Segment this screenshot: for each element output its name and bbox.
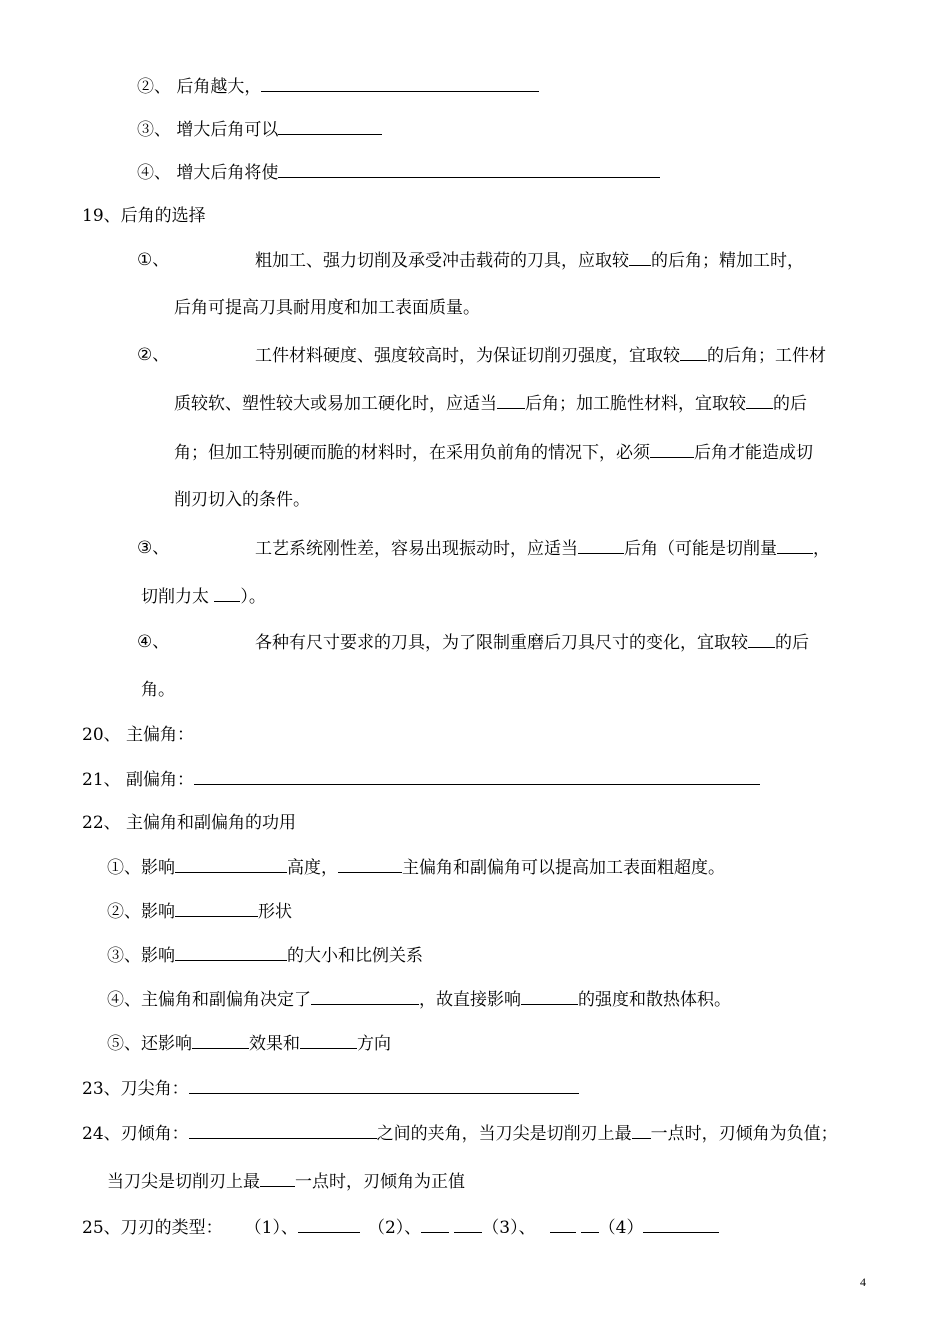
page-number: 4 bbox=[860, 1275, 866, 1289]
q22-item-2: ②、影响 形状 bbox=[107, 902, 292, 922]
q22-item-3: ③、影响 的大小和比例关系 bbox=[107, 946, 423, 966]
q19-item-4-text: 各种有尺寸要求的刀具，为了限制重磨后刀具尺寸的变化，宜取较 的后 bbox=[255, 633, 809, 653]
q22-item-4: ④、主偏角和副偏角决定了 ，故直接影响 的强度和散热体积。 bbox=[107, 990, 731, 1010]
q23-tool-point-angle: 23、刀尖角： bbox=[82, 1078, 579, 1098]
q25-edge-types: 25、刀刃的类型： （1）、 （2）、 （3）、 （4） bbox=[82, 1217, 719, 1237]
q19-item-3-cont: 切削力太 ）。 bbox=[141, 587, 266, 607]
answer-blank[interactable] bbox=[578, 538, 624, 554]
q19-item-1-cont: 后角可提高刀具耐用度和加工表面质量。 bbox=[174, 298, 480, 318]
q20-main-cutting-edge-angle: 20、 主偏角： bbox=[82, 725, 195, 745]
q21-minor-cutting-edge-angle: 21、 副偏角： bbox=[82, 769, 760, 789]
answer-blank[interactable] bbox=[632, 1123, 651, 1139]
answer-blank[interactable] bbox=[214, 586, 240, 602]
answer-blank[interactable] bbox=[680, 345, 707, 361]
answer-blank[interactable] bbox=[746, 393, 773, 409]
q19-item-2-text: 工件材料硬度、强度较高时，为保证切削刃强度，宜取较 的后角；工件材 bbox=[255, 346, 826, 366]
q22-item-5: ⑤、还影响 效果和 方向 bbox=[107, 1034, 391, 1054]
answer-blank[interactable] bbox=[748, 632, 775, 648]
q24-inclination-angle: 24、刃倾角： 之间的夹角，当刀尖是切削刃上最 一点时，刃倾角为负值； bbox=[82, 1124, 838, 1144]
answer-blank[interactable] bbox=[189, 1123, 377, 1139]
answer-blank[interactable] bbox=[550, 1217, 576, 1233]
answer-blank[interactable] bbox=[189, 1078, 579, 1094]
answer-blank[interactable] bbox=[497, 393, 525, 409]
answer-blank[interactable] bbox=[338, 857, 402, 873]
q19-item-1-text: 粗加工、强力切削及承受冲击载荷的刀具，应取较 的后角；精加工时， bbox=[255, 251, 804, 271]
answer-blank[interactable] bbox=[629, 250, 651, 266]
q22-item-1: ①、影响 高度， 主偏角和副偏角可以提高加工表面粗超度。 bbox=[107, 858, 725, 878]
answer-blank[interactable] bbox=[175, 901, 258, 917]
answer-blank[interactable] bbox=[298, 1217, 360, 1233]
q19-item-3-marker: ③、 bbox=[137, 538, 170, 558]
answer-blank[interactable] bbox=[194, 769, 760, 785]
q19-item-4-marker: ④、 bbox=[137, 632, 170, 652]
answer-blank[interactable] bbox=[175, 945, 287, 961]
q19-heading: 19、后角的选择 bbox=[82, 206, 206, 226]
line-3-increase-rear-angle: ③、 增大后角可以 bbox=[137, 119, 382, 139]
q19-item-2-cont-2: 角；但加工特别硬而脆的材料时，在采用负前角的情况下，必须 后角才能造成切 bbox=[174, 443, 813, 463]
q19-item-1-marker: ①、 bbox=[137, 250, 170, 270]
q24-cont: 当刀尖是切削刃上最 一点时，刃倾角为正值 bbox=[107, 1172, 465, 1192]
answer-blank[interactable] bbox=[521, 989, 578, 1005]
answer-blank[interactable] bbox=[175, 857, 287, 873]
answer-blank[interactable] bbox=[260, 1171, 295, 1187]
answer-blank[interactable] bbox=[261, 76, 539, 92]
q19-item-3-text: 工艺系统刚性差，容易出现振动时，应适当 后角（可能是切削量 ， bbox=[255, 539, 830, 559]
answer-blank[interactable] bbox=[192, 1033, 249, 1049]
answer-blank[interactable] bbox=[650, 442, 694, 458]
answer-blank[interactable] bbox=[421, 1217, 449, 1233]
answer-blank[interactable] bbox=[454, 1217, 482, 1233]
answer-blank[interactable] bbox=[311, 989, 419, 1005]
q19-item-4-cont: 角。 bbox=[141, 680, 175, 700]
q22-heading: 22、 主偏角和副偏角的功用 bbox=[82, 813, 297, 833]
answer-blank[interactable] bbox=[643, 1217, 719, 1233]
q19-item-2-cont-1: 质较软、塑性较大或易加工硬化时，应适当 后角；加工脆性材料，宜取较 的后 bbox=[174, 394, 807, 414]
line-2-rear-angle-larger: ②、 后角越大， bbox=[137, 76, 539, 96]
q19-item-2-marker: ②、 bbox=[137, 345, 170, 365]
answer-blank[interactable] bbox=[278, 162, 660, 178]
answer-blank[interactable] bbox=[300, 1033, 357, 1049]
answer-blank[interactable] bbox=[581, 1217, 599, 1233]
q19-item-2-cont-3: 削刃切入的条件。 bbox=[174, 490, 310, 510]
answer-blank[interactable] bbox=[777, 538, 813, 554]
answer-blank[interactable] bbox=[278, 119, 382, 135]
line-4-increase-rear-angle-effect: ④、 增大后角将使 bbox=[137, 162, 660, 182]
